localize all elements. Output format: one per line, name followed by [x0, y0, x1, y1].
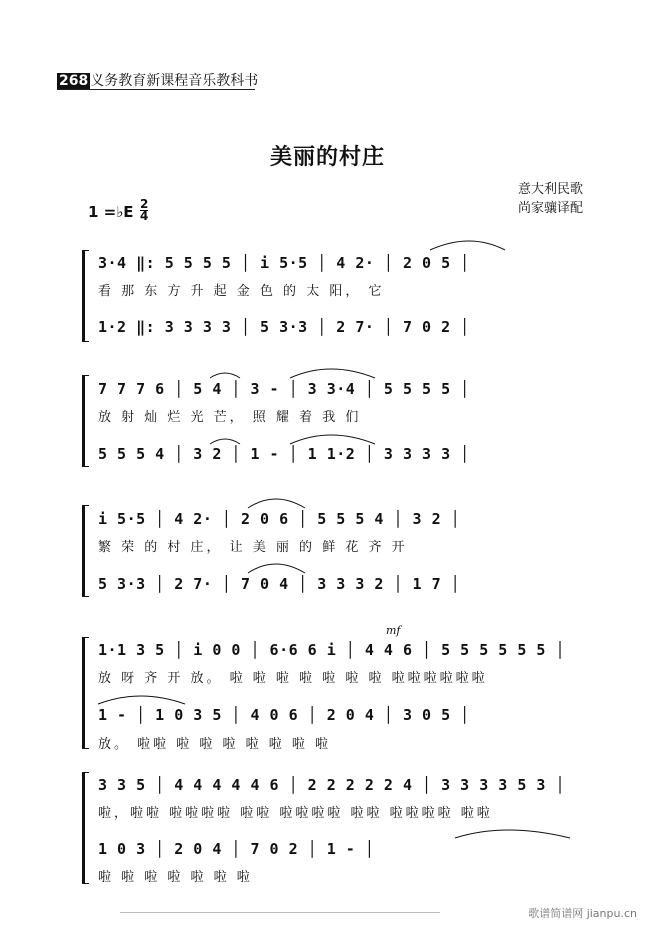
- slur: [430, 241, 505, 250]
- slur: [210, 373, 240, 378]
- upper-voice-line: 7 7 7 6 │ 5 4 │ 3 - │ 3 3·4 │ 5 5 5 5 │: [98, 380, 470, 398]
- lower-voice-line: 5 3·3 │ 2 7· │ 7 0 4 │ 3 3 3 2 │ 1 7 │: [98, 575, 461, 593]
- lower-lyric-line: 放。 啦啦 啦 啦 啦 啦 啦 啦 啦: [98, 737, 332, 752]
- watermark: 歌谱简谱网 jianpu.cn: [528, 907, 637, 920]
- meter-top: 2: [140, 197, 149, 211]
- slur: [455, 830, 570, 838]
- upper-voice-line: 1·1 3 5 │ i 0 0 │ 6·6 6 i │ 4 4 6 │ 5 5 5 5 5 5 │: [98, 641, 566, 659]
- slur: [248, 499, 305, 508]
- page-number: 268: [59, 73, 89, 89]
- book-title: 义务教育新课程音乐教科书: [90, 73, 259, 89]
- lyric-line: 啦，啦啦 啦啦啦啦 啦啦 啦啦啦啦 啦啦 啦啦啦啦 啦啦: [98, 806, 493, 821]
- upper-voice-line: i 5·5 │ 4 2· │ 2 0 6 │ 5 5 5 4 │ 3 2 │: [98, 510, 461, 528]
- slur: [210, 439, 240, 444]
- slur: [290, 369, 375, 378]
- slur: [248, 564, 305, 573]
- lower-voice-line: 1 0 3 │ 2 0 4 │ 7 0 2 │ 1 - │: [98, 840, 375, 858]
- lower-lyric-line: 啦 啦 啦 啦 啦 啦 啦: [98, 870, 253, 885]
- song-translator: 尚家骧译配: [517, 201, 583, 216]
- lower-voice-line: 5 5 5 4 │ 3 2 │ 1 - │ 1 1·2 │ 3 3 3 3 │: [98, 445, 470, 463]
- lyric-line: 繁 荣 的 村 庄， 让 美 丽 的 鲜 花 齐 开: [98, 540, 408, 555]
- key-signature: 1 =♭E: [88, 203, 134, 221]
- lower-voice-line: 1 - │ 1 0 3 5 │ 4 0 6 │ 2 0 4 │ 3 0 5 │: [98, 706, 470, 724]
- lyric-line: 看 那 东 方 升 起 金 色 的 太 阳， 它: [98, 284, 385, 299]
- footer-rule: [120, 912, 440, 913]
- upper-voice-line: 3 3 5 │ 4 4 4 4 4 6 │ 2 2 2 2 2 4 │ 3 3 3 3 5 3 │: [98, 776, 566, 794]
- slur: [290, 435, 375, 444]
- upper-voice-line: 3·4 ‖: 5 5 5 5 │ i 5·5 │ 4 2· │ 2 0 5 │: [98, 254, 470, 272]
- dynamic-marking: mf: [386, 624, 401, 637]
- lyric-line: 放 呀 齐 开 放。 啦 啦 啦 啦 啦 啦 啦 啦啦啦啦啦啦: [98, 671, 488, 686]
- lyric-line: 放 射 灿 烂 光 芒， 照 耀 着 我 们: [98, 410, 362, 425]
- slur: [98, 696, 185, 704]
- lower-voice-line: 1·2 ‖: 3 3 3 3 │ 5 3·3 │ 2 7· │ 7 0 2 │: [98, 318, 470, 336]
- song-title: 美丽的村庄: [269, 144, 385, 170]
- meter-bottom: 4: [140, 209, 149, 223]
- song-origin: 意大利民歌: [517, 182, 583, 197]
